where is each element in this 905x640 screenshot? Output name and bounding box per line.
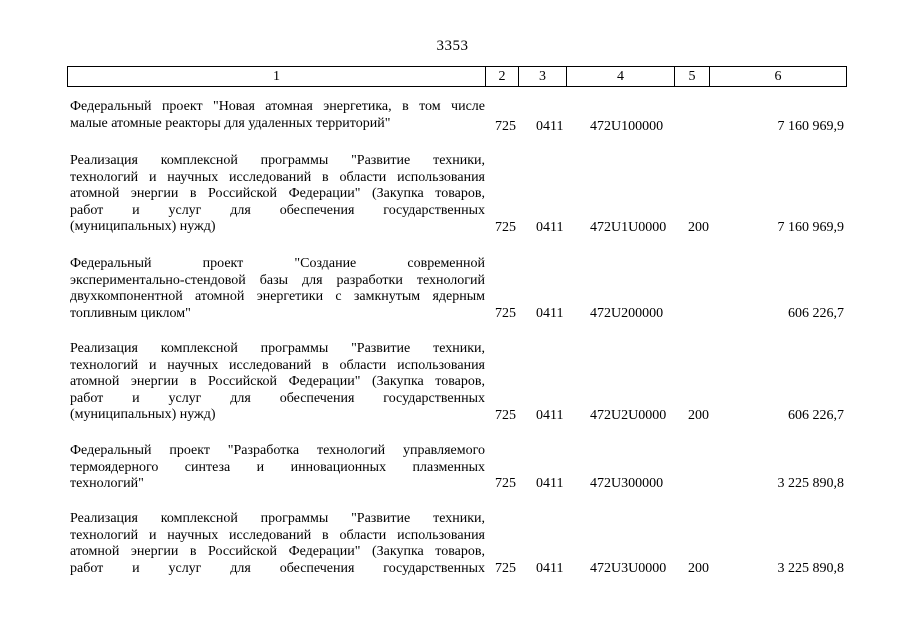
description-line: малые атомные реакторы для удаленных территорий" bbox=[70, 115, 391, 131]
description-line: атомной энергии в Российской Федерации" (Закупка товаров, bbox=[70, 374, 485, 389]
row-ved-code: 725 bbox=[495, 119, 516, 134]
description-line: Реализация комплексной программы "Развитие техники, bbox=[70, 341, 485, 356]
description-line: Федеральный проект "Разработка технологий управляемого bbox=[70, 443, 485, 458]
description-line: технологий и научных исследований в области использования bbox=[70, 527, 485, 543]
row-description bbox=[70, 511, 485, 577]
description-line: термоядерного синтеза и инновационных плазменных bbox=[70, 459, 485, 475]
column-header-6: 6 bbox=[710, 67, 847, 87]
row-target-code: 472U100000 bbox=[590, 119, 664, 134]
row-target-code: 472U1U0000 bbox=[590, 220, 667, 235]
description-line: технологий" bbox=[70, 476, 144, 491]
row-amount: 606 226,7 bbox=[788, 408, 844, 423]
row-amount: 7 160 969,9 bbox=[777, 119, 844, 134]
column-header-5: 5 bbox=[675, 67, 710, 87]
row-description bbox=[70, 153, 485, 236]
row-expense-type: 200 bbox=[688, 220, 709, 235]
row-expense-type: 200 bbox=[688, 408, 709, 423]
row-target-code: 472U300000 bbox=[590, 476, 664, 491]
column-header-2: 2 bbox=[486, 67, 519, 87]
row-target-code: 472U2U0000 bbox=[590, 408, 667, 423]
description-line: работ и услуг для обеспечения государственных bbox=[70, 390, 485, 406]
row-section-code: 0411 bbox=[536, 561, 564, 576]
row-ved-code: 725 bbox=[495, 220, 516, 235]
row-description bbox=[70, 99, 485, 132]
column-header-1: 1 bbox=[68, 67, 486, 87]
row-ved-code: 725 bbox=[495, 561, 516, 576]
description-line: Федеральный проект "Новая атомная энергетика, в том числе bbox=[70, 99, 485, 114]
row-description bbox=[70, 256, 485, 322]
column-header-4: 4 bbox=[567, 67, 675, 87]
row-description bbox=[70, 341, 485, 424]
row-section-code: 0411 bbox=[536, 306, 564, 321]
row-amount: 7 160 969,9 bbox=[777, 220, 844, 235]
description-line: работ и услуг для обеспечения государственных bbox=[70, 560, 485, 576]
description-line: технологий и научных исследований в области использования bbox=[70, 169, 485, 185]
row-section-code: 0411 bbox=[536, 119, 564, 134]
row-amount: 3 225 890,8 bbox=[777, 561, 844, 576]
row-section-code: 0411 bbox=[536, 408, 564, 423]
description-line: экспериментально-стендовой базы для разработки технологий bbox=[70, 272, 485, 288]
description-line: Реализация комплексной программы "Развитие техники, bbox=[70, 153, 485, 168]
row-expense-type: 200 bbox=[688, 561, 709, 576]
description-line: работ и услуг для обеспечения государственных bbox=[70, 202, 485, 218]
description-line: (муниципальных) нужд) bbox=[70, 407, 216, 422]
page-number: 3353 bbox=[436, 38, 469, 54]
description-line: атомной энергии в Российской Федерации" (Закупка товаров, bbox=[70, 544, 485, 559]
row-ved-code: 725 bbox=[495, 306, 516, 321]
row-amount: 606 226,7 bbox=[788, 306, 844, 321]
description-line: технологий и научных исследований в области использования bbox=[70, 357, 485, 373]
description-line: двухкомпонентной атомной энергетики с замкнутым ядерным bbox=[70, 289, 485, 304]
description-line: Федеральный проект "Создание современной bbox=[70, 256, 485, 271]
description-line: Реализация комплексной программы "Развитие техники, bbox=[70, 511, 485, 526]
column-header-3: 3 bbox=[519, 67, 567, 87]
row-section-code: 0411 bbox=[536, 220, 564, 235]
description-line: атомной энергии в Российской Федерации" (Закупка товаров, bbox=[70, 186, 485, 201]
description-line: (муниципальных) нужд) bbox=[70, 219, 216, 234]
row-ved-code: 725 bbox=[495, 408, 516, 423]
description-line: топливным циклом" bbox=[70, 305, 191, 321]
row-target-code: 472U3U0000 bbox=[590, 561, 667, 576]
row-section-code: 0411 bbox=[536, 476, 564, 491]
row-description bbox=[70, 443, 485, 493]
row-ved-code: 725 bbox=[495, 476, 516, 491]
row-amount: 3 225 890,8 bbox=[777, 476, 844, 491]
row-target-code: 472U200000 bbox=[590, 306, 664, 321]
